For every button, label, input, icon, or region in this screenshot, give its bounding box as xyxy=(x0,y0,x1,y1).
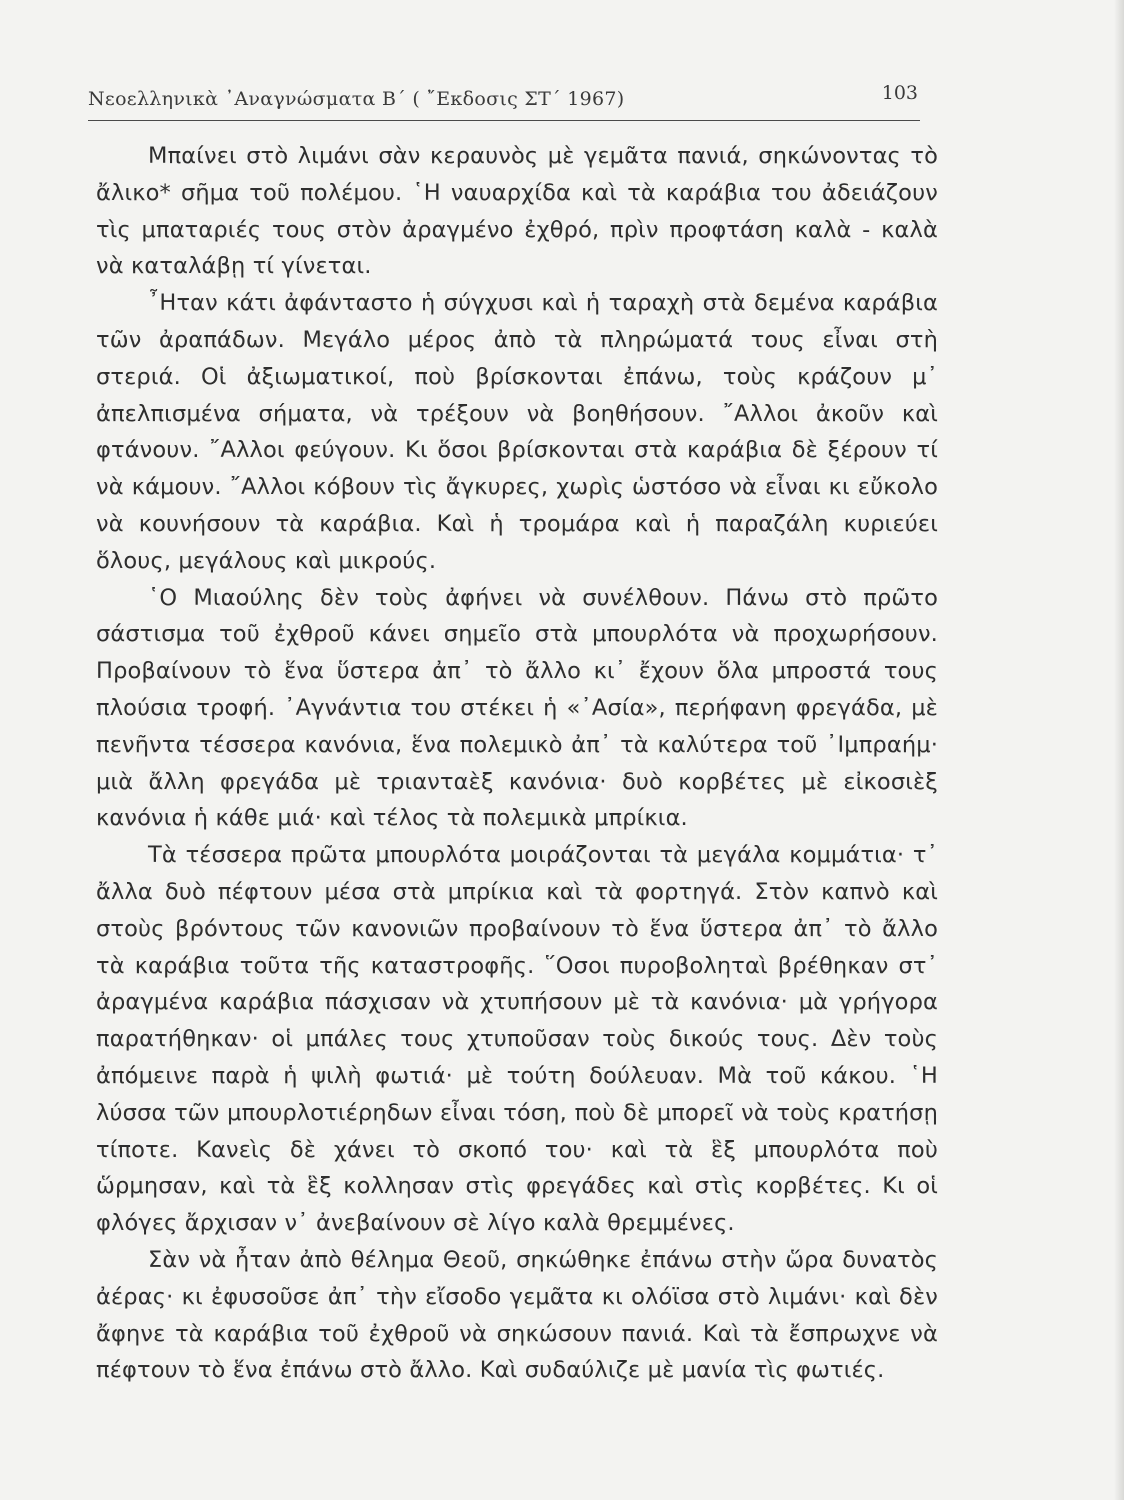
header-title: Νεοελληνικὰ ᾽Αναγνώσματα Β΄ ( ῎Εκδοσις ΣΤ΄ 1967) xyxy=(88,88,625,110)
header-rule xyxy=(88,120,920,121)
body-text xyxy=(96,138,938,1389)
paragraph: Τὰ τέσσερα πρῶτα μπουρλότα μοιράζονται τὰ μεγάλα κομμάτια· τ᾽ ἄλλα δυὸ πέφτουν μέσα στὰ μπρίκια καὶ τὰ φορτηγά. Στὸν καπνὸ καὶ στοὺς βρόντους τῶν κανονιῶν προβαίνουν τὸ ἕνα ὕστερα ἀπ᾽ τὸ ἄλλο τὰ καράβια τοῦτα τῆς καταστροφῆς. ῞Οσοι πυροβοληταὶ βρέθηκαν στ᾽ ἀραγμένα καράβια πάσχισαν νὰ χτυπήσουν μὲ τὰ κανόνια· μὰ γρήγορα παρατήθηκαν· οἱ μπάλες τους χτυποῦσαν τοὺς δικούς τους. Δὲν τοὺς ἀπόμεινε παρὰ ἡ ψιλὴ φωτιά· μὲ τούτη δούλευαν. Μὰ τοῦ κάκου. ῾Η λύσσα τῶν μπουρλοτιέρηδων εἶναι τόση, ποὺ δὲ μπορεῖ νὰ τοὺς κρατήσῃ τίποτε. Κανεὶς δὲ χάνει τὸ σκοπό του· καὶ τὰ ἓξ μπουρλότα ποὺ ὥρμησαν, καὶ τὰ ἓξ κολλησαν στὶς φρεγάδες καὶ στὶς κορβέτες. Κι οἱ φλόγες ἄρχισαν ν᾽ ἀνεβαίνουν σὲ λίγο καλὰ θρεμμένες. xyxy=(96,842,938,1237)
paragraph: Μπαίνει στὸ λιμάνι σὰν κεραυνὸς μὲ γεμᾶτα πανιά, σηκώνοντας τὸ ἄλικο* σῆμα τοῦ πολέμου. ῾Η ναυαρχίδα καὶ τὰ καράβια του ἀδειάζουν τὶς μπαταριές τους στὸν ἀραγμένο ἐχθρό, πρὶν προφτάση καλὰ - καλὰ νὰ καταλάβῃ τί γίνεται. xyxy=(96,143,938,280)
page-edge-shadow xyxy=(1114,0,1124,1500)
paragraph: ῏Ηταν κάτι ἀφάνταστο ἡ σύγχυσι καὶ ἡ ταραχὴ στὰ δεμένα καράβια τῶν ἀραπάδων. Μεγάλο μέρος ἀπὸ τὰ πληρώματά τους εἶναι στὴ στεριά. Οἱ ἀξιωματικοί, ποὺ βρίσκονται ἐπάνω, τοὺς κράζουν μ᾽ ἀπελπισμένα σήματα, νὰ τρέξουν νὰ βοηθήσουν. ῎Αλλοι ἀκοῦν καὶ φτάνουν. ῎Αλλοι φεύγουν. Κι ὅσοι βρίσκονται στὰ καράβια δὲ ξέρουν τί νὰ κάμουν. ῎Αλλοι κόβουν τὶς ἄγκυρες, χωρὶς ὡστόσο νὰ εἶναι κι εὔκολο νὰ κουνήσουν τὰ καράβια. Καὶ ἡ τρομάρα καὶ ἡ παραζάλη κυριεύει ὅλους, μεγάλους καὶ μικρούς. xyxy=(96,290,938,574)
paragraph: Σὰν νὰ ἦταν ἀπὸ θέλημα Θεοῦ, σηκώθηκε ἐπάνω στὴν ὥρα δυνατὸς ἀέρας· κι ἐφυσοῦσε ἀπ᾽ τὴν εἴσοδο γεμᾶτα κι ολόϊσα στὸ λιμάνι· καὶ δὲν ἄφηνε τὰ καράβια τοῦ ἐχθροῦ νὰ σηκώσουν πανιά. Καὶ τὰ ἔσπρωχνε νὰ πέφτουν τὸ ἕνα ἐπάνω στὸ ἄλλο. Καὶ συδαύλιζε μὲ μανία τὶς φωτιές. xyxy=(96,1246,938,1384)
running-header xyxy=(88,78,920,118)
page-number: 103 xyxy=(881,82,918,104)
paragraph: ῾Ο Μιαούλης δὲν τοὺς ἀφήνει νὰ συνέλθουν. Πάνω στὸ πρῶτο σάστισμα τοῦ ἐχθροῦ κάνει σημεῖο στὰ μπουρλότα νὰ προχωρήσουν. Προβαίνουν τὸ ἕνα ὕστερα ἀπ᾽ τὸ ἄλλο κι᾽ ἔχουν ὅλα μπροστά τους πλούσια τροφή. ᾽Αγνάντια του στέκει ἡ «᾽Ασία», περήφανη φρεγάδα, μὲ πενῆντα τέσσερα κανόνια, ἕνα πολεμικὸ ἀπ᾽ τὰ καλύτερα τοῦ ᾽Ιμπραήμ· μιὰ ἄλλη φρεγάδα μὲ τριανταὲξ κανόνια· δυὸ κορβέτες μὲ εἰκοσιὲξ κανόνια ἡ κάθε μιά· καὶ τέλος τὰ πολεμικὰ μπρίκια. xyxy=(96,584,938,832)
